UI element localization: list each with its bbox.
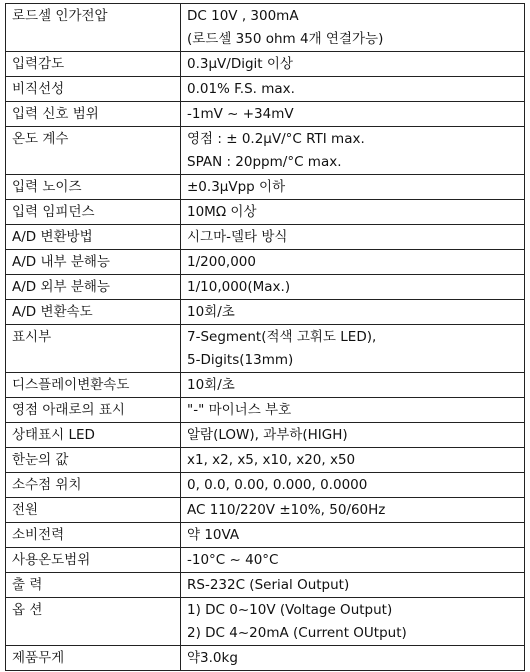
spec-row	[6, 373, 525, 398]
spec-label-cell	[6, 325, 181, 373]
spec-value-line: 2) DC 4~20mA (Current OUtput)	[187, 625, 407, 641]
spec-value-line: 알람(LOW), 과부하(HIGH)	[187, 427, 348, 443]
spec-label: 옵 션	[12, 602, 43, 618]
spec-label: 입력감도	[12, 56, 65, 72]
spec-row	[6, 573, 525, 598]
spec-value-cell	[181, 300, 525, 325]
spec-value-line: "-" 마이너스 부호	[187, 402, 292, 418]
spec-row	[6, 325, 525, 373]
spec-value-line: 10회/초	[187, 304, 235, 320]
spec-table	[5, 3, 525, 671]
spec-row	[6, 300, 525, 325]
spec-label-cell	[6, 448, 181, 473]
spec-label: 한눈의 값	[12, 452, 69, 468]
spec-value-cell	[181, 325, 525, 373]
spec-value-cell	[181, 523, 525, 548]
spec-row	[6, 52, 525, 77]
spec-label: 비직선성	[12, 81, 65, 97]
spec-label: A/D 내부 분해능	[12, 254, 110, 270]
spec-label-cell	[6, 250, 181, 275]
spec-label-cell	[6, 275, 181, 300]
spec-row	[6, 548, 525, 573]
spec-label: 입력 노이즈	[12, 179, 82, 195]
spec-value-line: 영점 : ± 0.2μV/°C RTI max.	[187, 131, 365, 147]
spec-value-cell	[181, 373, 525, 398]
spec-label-cell	[6, 398, 181, 423]
spec-value-cell	[181, 573, 525, 598]
spec-value-line: 0.01% F.S. max.	[187, 81, 295, 97]
spec-row	[6, 398, 525, 423]
spec-value-line: AC 110/220V ±10%, 50/60Hz	[187, 502, 386, 518]
spec-row	[6, 598, 525, 646]
spec-row	[6, 77, 525, 102]
spec-label: 출 력	[12, 577, 43, 593]
spec-label: 디스플레이변환속도	[12, 377, 130, 393]
spec-label: 소수점 위치	[12, 477, 82, 493]
spec-value-line: 1/200,000	[187, 254, 256, 270]
spec-row	[6, 423, 525, 448]
spec-label: 전원	[12, 502, 39, 518]
spec-value-line: SPAN : 20ppm/°C max.	[187, 154, 342, 170]
spec-value-line: 1) DC 0~10V (Voltage Output)	[187, 602, 393, 618]
spec-label-cell	[6, 373, 181, 398]
spec-label-cell	[6, 573, 181, 598]
spec-label: 입력 임피던스	[12, 204, 95, 220]
spec-value-cell	[181, 498, 525, 523]
spec-label-cell	[6, 52, 181, 77]
spec-row	[6, 523, 525, 548]
spec-row	[6, 127, 525, 175]
spec-value-line: -10°C ~ 40°C	[187, 552, 279, 568]
spec-value-cell	[181, 275, 525, 300]
spec-value-cell	[181, 225, 525, 250]
spec-label-cell	[6, 175, 181, 200]
spec-value-line: DC 10V , 300mA	[187, 8, 299, 24]
spec-value-line: RS-232C (Serial Output)	[187, 577, 350, 593]
spec-label: 영점 아래로의 표시	[12, 402, 125, 418]
spec-value-cell	[181, 77, 525, 102]
spec-table-body	[6, 4, 525, 671]
spec-label: A/D 외부 분해능	[12, 279, 110, 295]
spec-label-cell	[6, 548, 181, 573]
spec-label-cell	[6, 598, 181, 646]
spec-label-cell	[6, 646, 181, 671]
spec-value-cell	[181, 646, 525, 671]
spec-row	[6, 225, 525, 250]
spec-row	[6, 102, 525, 127]
spec-value-line: -1mV ~ +34mV	[187, 106, 294, 122]
spec-value-cell	[181, 52, 525, 77]
spec-value-line: ±0.3μVpp 이하	[187, 179, 286, 195]
spec-value-line: 1/10,000(Max.)	[187, 279, 291, 295]
spec-label-cell	[6, 498, 181, 523]
spec-label-cell	[6, 523, 181, 548]
spec-label-cell	[6, 102, 181, 127]
spec-value-line: 10MΩ 이상	[187, 204, 257, 220]
spec-label-cell	[6, 127, 181, 175]
spec-label: A/D 변환속도	[12, 304, 93, 320]
spec-label-cell	[6, 473, 181, 498]
spec-label: 제품무게	[12, 650, 65, 666]
spec-value-line: 약 10VA	[187, 527, 240, 543]
spec-value-line: (로드셀 350 ohm 4개 연결가능)	[187, 31, 384, 47]
spec-label: A/D 변환방법	[12, 229, 93, 245]
spec-value-cell	[181, 250, 525, 275]
spec-row	[6, 646, 525, 671]
spec-row	[6, 275, 525, 300]
spec-value-line: x1, x2, x5, x10, x20, x50	[187, 452, 356, 468]
spec-label-cell	[6, 77, 181, 102]
spec-value-line: 7-Segment(적색 고휘도 LED),	[187, 329, 377, 345]
spec-label-cell	[6, 200, 181, 225]
spec-table-container	[5, 3, 525, 671]
spec-value-cell	[181, 4, 525, 52]
spec-label-cell	[6, 225, 181, 250]
spec-value-cell	[181, 398, 525, 423]
spec-row	[6, 448, 525, 473]
spec-row	[6, 200, 525, 225]
spec-row	[6, 250, 525, 275]
spec-value-line: 5-Digits(13mm)	[187, 352, 294, 368]
spec-label: 로드셀 인가전압	[12, 8, 108, 24]
spec-row	[6, 498, 525, 523]
spec-value-cell	[181, 127, 525, 175]
spec-label-cell	[6, 423, 181, 448]
spec-value-cell	[181, 598, 525, 646]
spec-label: 표시부	[12, 329, 52, 345]
spec-row	[6, 175, 525, 200]
spec-value-cell	[181, 423, 525, 448]
spec-row	[6, 473, 525, 498]
spec-label: 사용온도범위	[12, 552, 91, 568]
spec-value-cell	[181, 448, 525, 473]
spec-value-line: 0, 0.0, 0.00, 0.000, 0.0000	[187, 477, 368, 493]
spec-value-cell	[181, 175, 525, 200]
spec-label-cell	[6, 300, 181, 325]
spec-value-line: 10회/초	[187, 377, 235, 393]
spec-value-line: 약3.0kg	[187, 650, 238, 666]
spec-label: 소비전력	[12, 527, 65, 543]
spec-label: 온도 계수	[12, 131, 69, 147]
spec-label: 입력 신호 범위	[12, 106, 99, 122]
spec-label: 상태표시 LED	[12, 427, 95, 443]
spec-value-cell	[181, 200, 525, 225]
spec-value-cell	[181, 548, 525, 573]
spec-row	[6, 4, 525, 52]
spec-value-line: 시그마-델타 방식	[187, 229, 288, 245]
spec-value-cell	[181, 102, 525, 127]
spec-value-cell	[181, 473, 525, 498]
spec-label-cell	[6, 4, 181, 52]
spec-value-line: 0.3μV/Digit 이상	[187, 56, 293, 72]
